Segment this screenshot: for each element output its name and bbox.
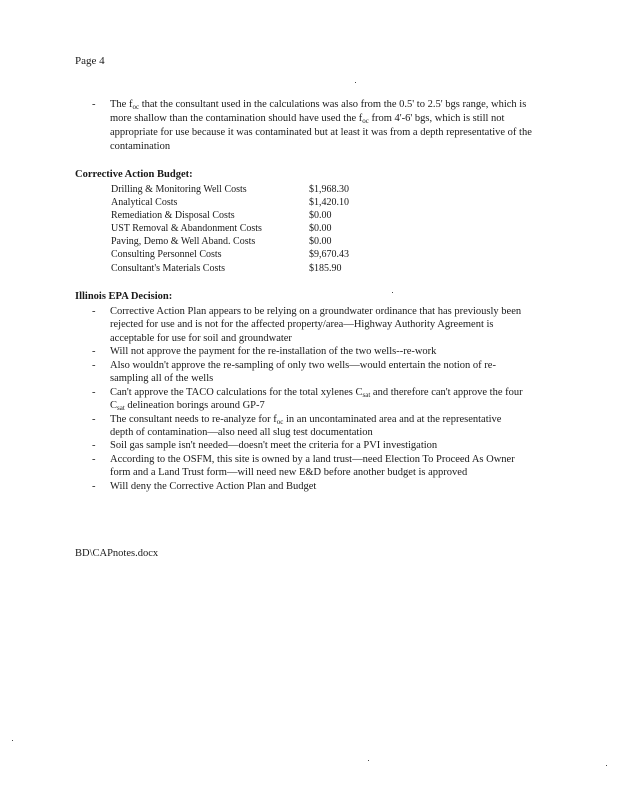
decision-item (92, 480, 524, 493)
scan-speck (355, 82, 356, 83)
budget-row-amount: $0.00 (309, 223, 332, 235)
decision-item (92, 305, 524, 345)
intro-bullet-text-b: that the consultant used in the calculations was also from the 0.5' to 2.5' bgs range, which is more shallow than the contamination should have used the f (110, 99, 527, 124)
decision-item (92, 453, 524, 480)
budget-row-label: Paving, Demo & Well Aband. Costs (111, 236, 256, 248)
budget-row-amount: $1,420.10 (309, 197, 349, 209)
decision-item (92, 439, 524, 452)
budget-row-label: Consultant's Materials Costs (111, 262, 226, 274)
decision-heading: Illinois EPA Decision: (75, 291, 173, 302)
budget-row-amount: $0.00 (309, 236, 332, 248)
decision-item-text: Can't approve the TACO calculations for the total xylenes C (110, 386, 363, 398)
decision-item-sub-b: sat (117, 403, 125, 412)
budget-row-amount: $1,968.30 (309, 184, 349, 195)
decision-item-text-c: delineation borings around GP-7 (124, 399, 265, 411)
decision-item-text: Will not approve the payment for the re-installation of the two wells--re-work (110, 346, 437, 358)
decision-item-text: The consultant needs to re-analyze for f (110, 413, 277, 425)
budget-row-label: Drilling & Monitoring Well Costs (111, 184, 247, 195)
budget-row (111, 222, 349, 235)
bullet-marker: - (92, 346, 96, 358)
budget-row-label: Consulting Personnel Costs (111, 249, 222, 261)
budget-heading: Corrective Action Budget: (75, 169, 193, 180)
bullet-marker: - (92, 359, 96, 371)
budget-row-amount: $9,670.43 (309, 249, 349, 261)
budget-row (111, 196, 349, 209)
intro-bullet-list (92, 98, 532, 154)
decision-item-text-b: in an uncontaminated area and at the representative depth of contamination—also need all slug test documentation (110, 413, 502, 438)
bullet-marker: - (92, 413, 96, 425)
decision-item (92, 413, 524, 440)
bullet-marker: - (92, 454, 96, 466)
decision-item-text: Corrective Action Plan appears to be relying on a groundwater ordinance that has previously been rejected for use and is not for the affected property/area—Highway Authority Agreement is acceptable for use for soil and groundwater (110, 306, 522, 344)
budget-row (111, 262, 349, 275)
intro-bullet-text-c: from 4'-6' bgs, which is still not appropriate for use because it was contaminated but at least it was from a depth representative of the contamination (110, 113, 532, 152)
decision-item (92, 359, 524, 386)
budget-row-label: Analytical Costs (111, 197, 178, 209)
decision-item-sub: oc (276, 417, 284, 426)
decision-item-text: Also wouldn't approve the re-sampling of only two wells—would entertain the notion of re-sampling all of the wells (110, 359, 496, 385)
budget-row-amount: $185.90 (309, 262, 342, 274)
decision-item-sub: sat (362, 390, 371, 399)
intro-bullet (92, 98, 532, 154)
bullet-marker: - (92, 386, 96, 398)
decision-item (92, 345, 524, 358)
intro-bullet-sub-a: oc (132, 103, 140, 111)
bullet-marker: - (92, 306, 96, 317)
scan-speck (606, 765, 607, 766)
bullet-marker: - (92, 480, 96, 492)
decision-item (92, 386, 524, 413)
budget-row (111, 248, 349, 261)
page-label: Page 4 (75, 55, 105, 67)
budget-row-label: Remediation & Disposal Costs (111, 210, 235, 222)
footer-file-path: BD\CAPnotes.docx (75, 548, 159, 559)
bullet-marker: - (92, 99, 96, 110)
decision-item-text: Will deny the Corrective Action Plan and Budget (110, 480, 317, 492)
budget-row-amount: $0.00 (309, 210, 332, 222)
decision-list (92, 305, 524, 494)
decision-item-text-b: and therefore can't approve the four C (110, 386, 523, 411)
scan-speck (12, 740, 13, 741)
intro-bullet-text-a: The f (110, 99, 133, 110)
decision-item-text: Soil gas sample isn't needed—doesn't meet the criteria for a PVI investigation (110, 440, 438, 452)
scan-speck (368, 760, 369, 761)
decision-item-text: According to the OSFM, this site is owned by a land trust—need Election To Proceed As Owner form and a Land Trust form—will need new E&D before another budget is approved (110, 454, 515, 479)
budget-row (111, 235, 349, 248)
budget-row (111, 209, 349, 222)
budget-row-label: UST Removal & Abandonment Costs (111, 223, 262, 235)
bullet-marker: - (92, 440, 96, 452)
budget-row (111, 183, 349, 196)
scan-speck (392, 292, 393, 293)
intro-bullet-sub-b: oc (362, 117, 369, 125)
budget-table (111, 183, 349, 275)
